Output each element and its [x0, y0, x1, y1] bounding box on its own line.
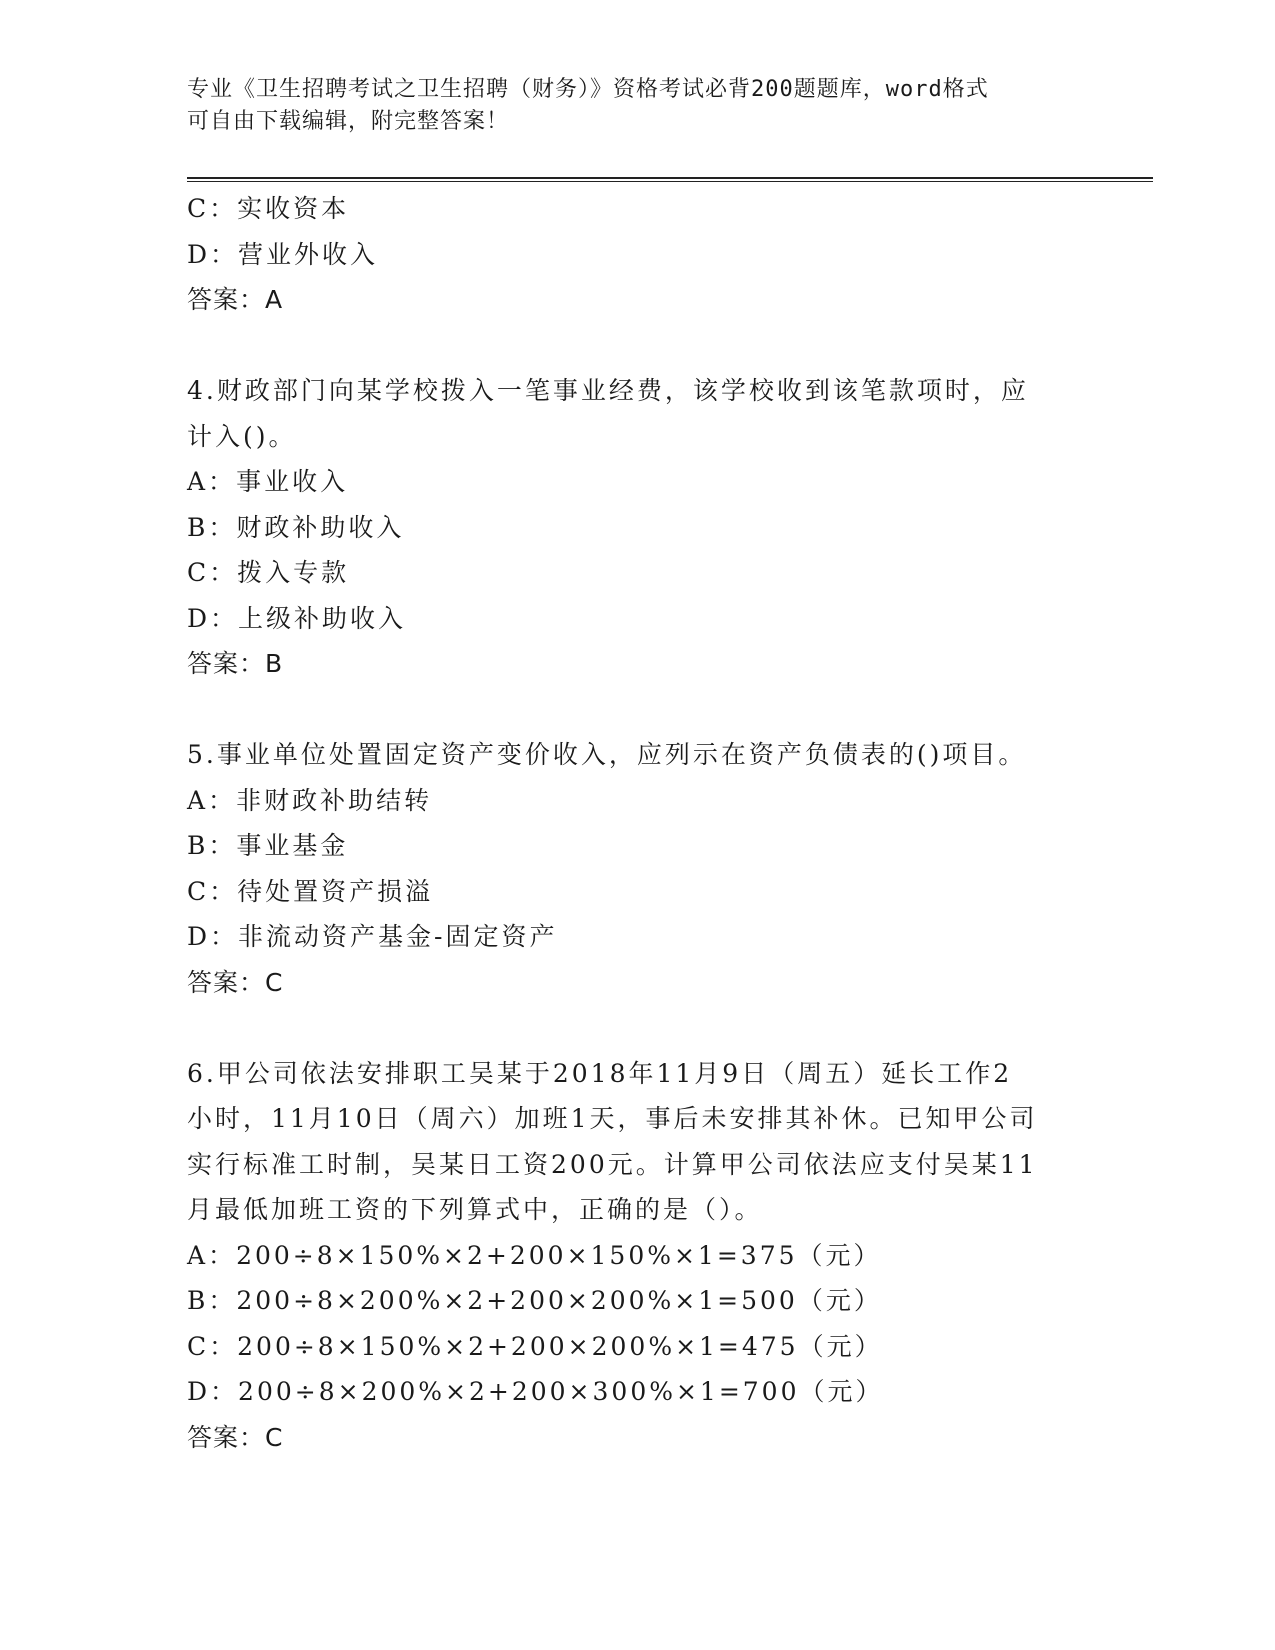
question-block-5	[187, 732, 1087, 1005]
option-d: D：200÷8×200%×2+200×300%×1=700（元）	[187, 1377, 884, 1406]
option-a: A：非财政补助结转	[187, 785, 433, 815]
question-stem: 小时，11月10日（周六）加班1天，事后未安排其补休。已知甲公司	[187, 1104, 1038, 1133]
option-c: C：200÷8×150%×2+200×200%×1=475（元）	[187, 1331, 883, 1361]
option-a: A：200÷8×150%×2+200×150%×1=375（元）	[187, 1240, 882, 1270]
option-b: B：财政补助收入	[187, 512, 405, 542]
option-c: C：拨入专款	[187, 558, 350, 587]
question-stem: 4.财政部门向某学校拨入一笔事业经费，该学校收到该笔款项时，应	[187, 376, 1029, 405]
option-c: C：待处置资产损溢	[187, 876, 434, 906]
option-b: B：200÷8×200%×2+200×200%×1=500（元）	[187, 1286, 882, 1315]
answer-line: 答案：A	[187, 285, 284, 314]
option-b: B：事业基金	[187, 831, 349, 860]
answer-line: 答案：B	[187, 649, 284, 678]
option-d: D：非流动资产基金-固定资产	[187, 922, 558, 951]
question-stem: 月最低加班工资的下列算式中，正确的是（）。	[187, 1195, 763, 1224]
question-stem: 5.事业单位处置固定资产变价收入，应列示在资产负债表的()项目。	[187, 740, 1027, 769]
answer-line: 答案：C	[187, 1422, 284, 1452]
question-stem: 计入()。	[187, 421, 297, 451]
header-divider	[187, 177, 1153, 182]
question-block-4	[187, 368, 1087, 687]
document-body	[187, 186, 1087, 1460]
question-stem: 实行标准工时制，吴某日工资200元。计算甲公司依法应支付吴某11	[187, 1149, 1038, 1179]
question-stem: 6.甲公司依法安排职工吴某于2018年11月9日（周五）延长工作2	[187, 1058, 1013, 1088]
header-line-1: 专业《卫生招聘考试之卫生招聘（财务）》资格考试必背200题题库，word格式	[187, 77, 989, 102]
option-d: D：上级补助收入	[187, 603, 407, 633]
answer-line: 答案：C	[187, 967, 284, 997]
question-block-6	[187, 1051, 1087, 1461]
page-header	[187, 74, 1087, 138]
option-d: D：营业外收入	[187, 239, 379, 269]
prev-question-block	[187, 186, 1087, 323]
option-a: A：事业收入	[187, 467, 349, 496]
option-c: C：实收资本	[187, 194, 350, 223]
header-line-2: 可自由下载编辑，附完整答案！	[187, 109, 510, 134]
